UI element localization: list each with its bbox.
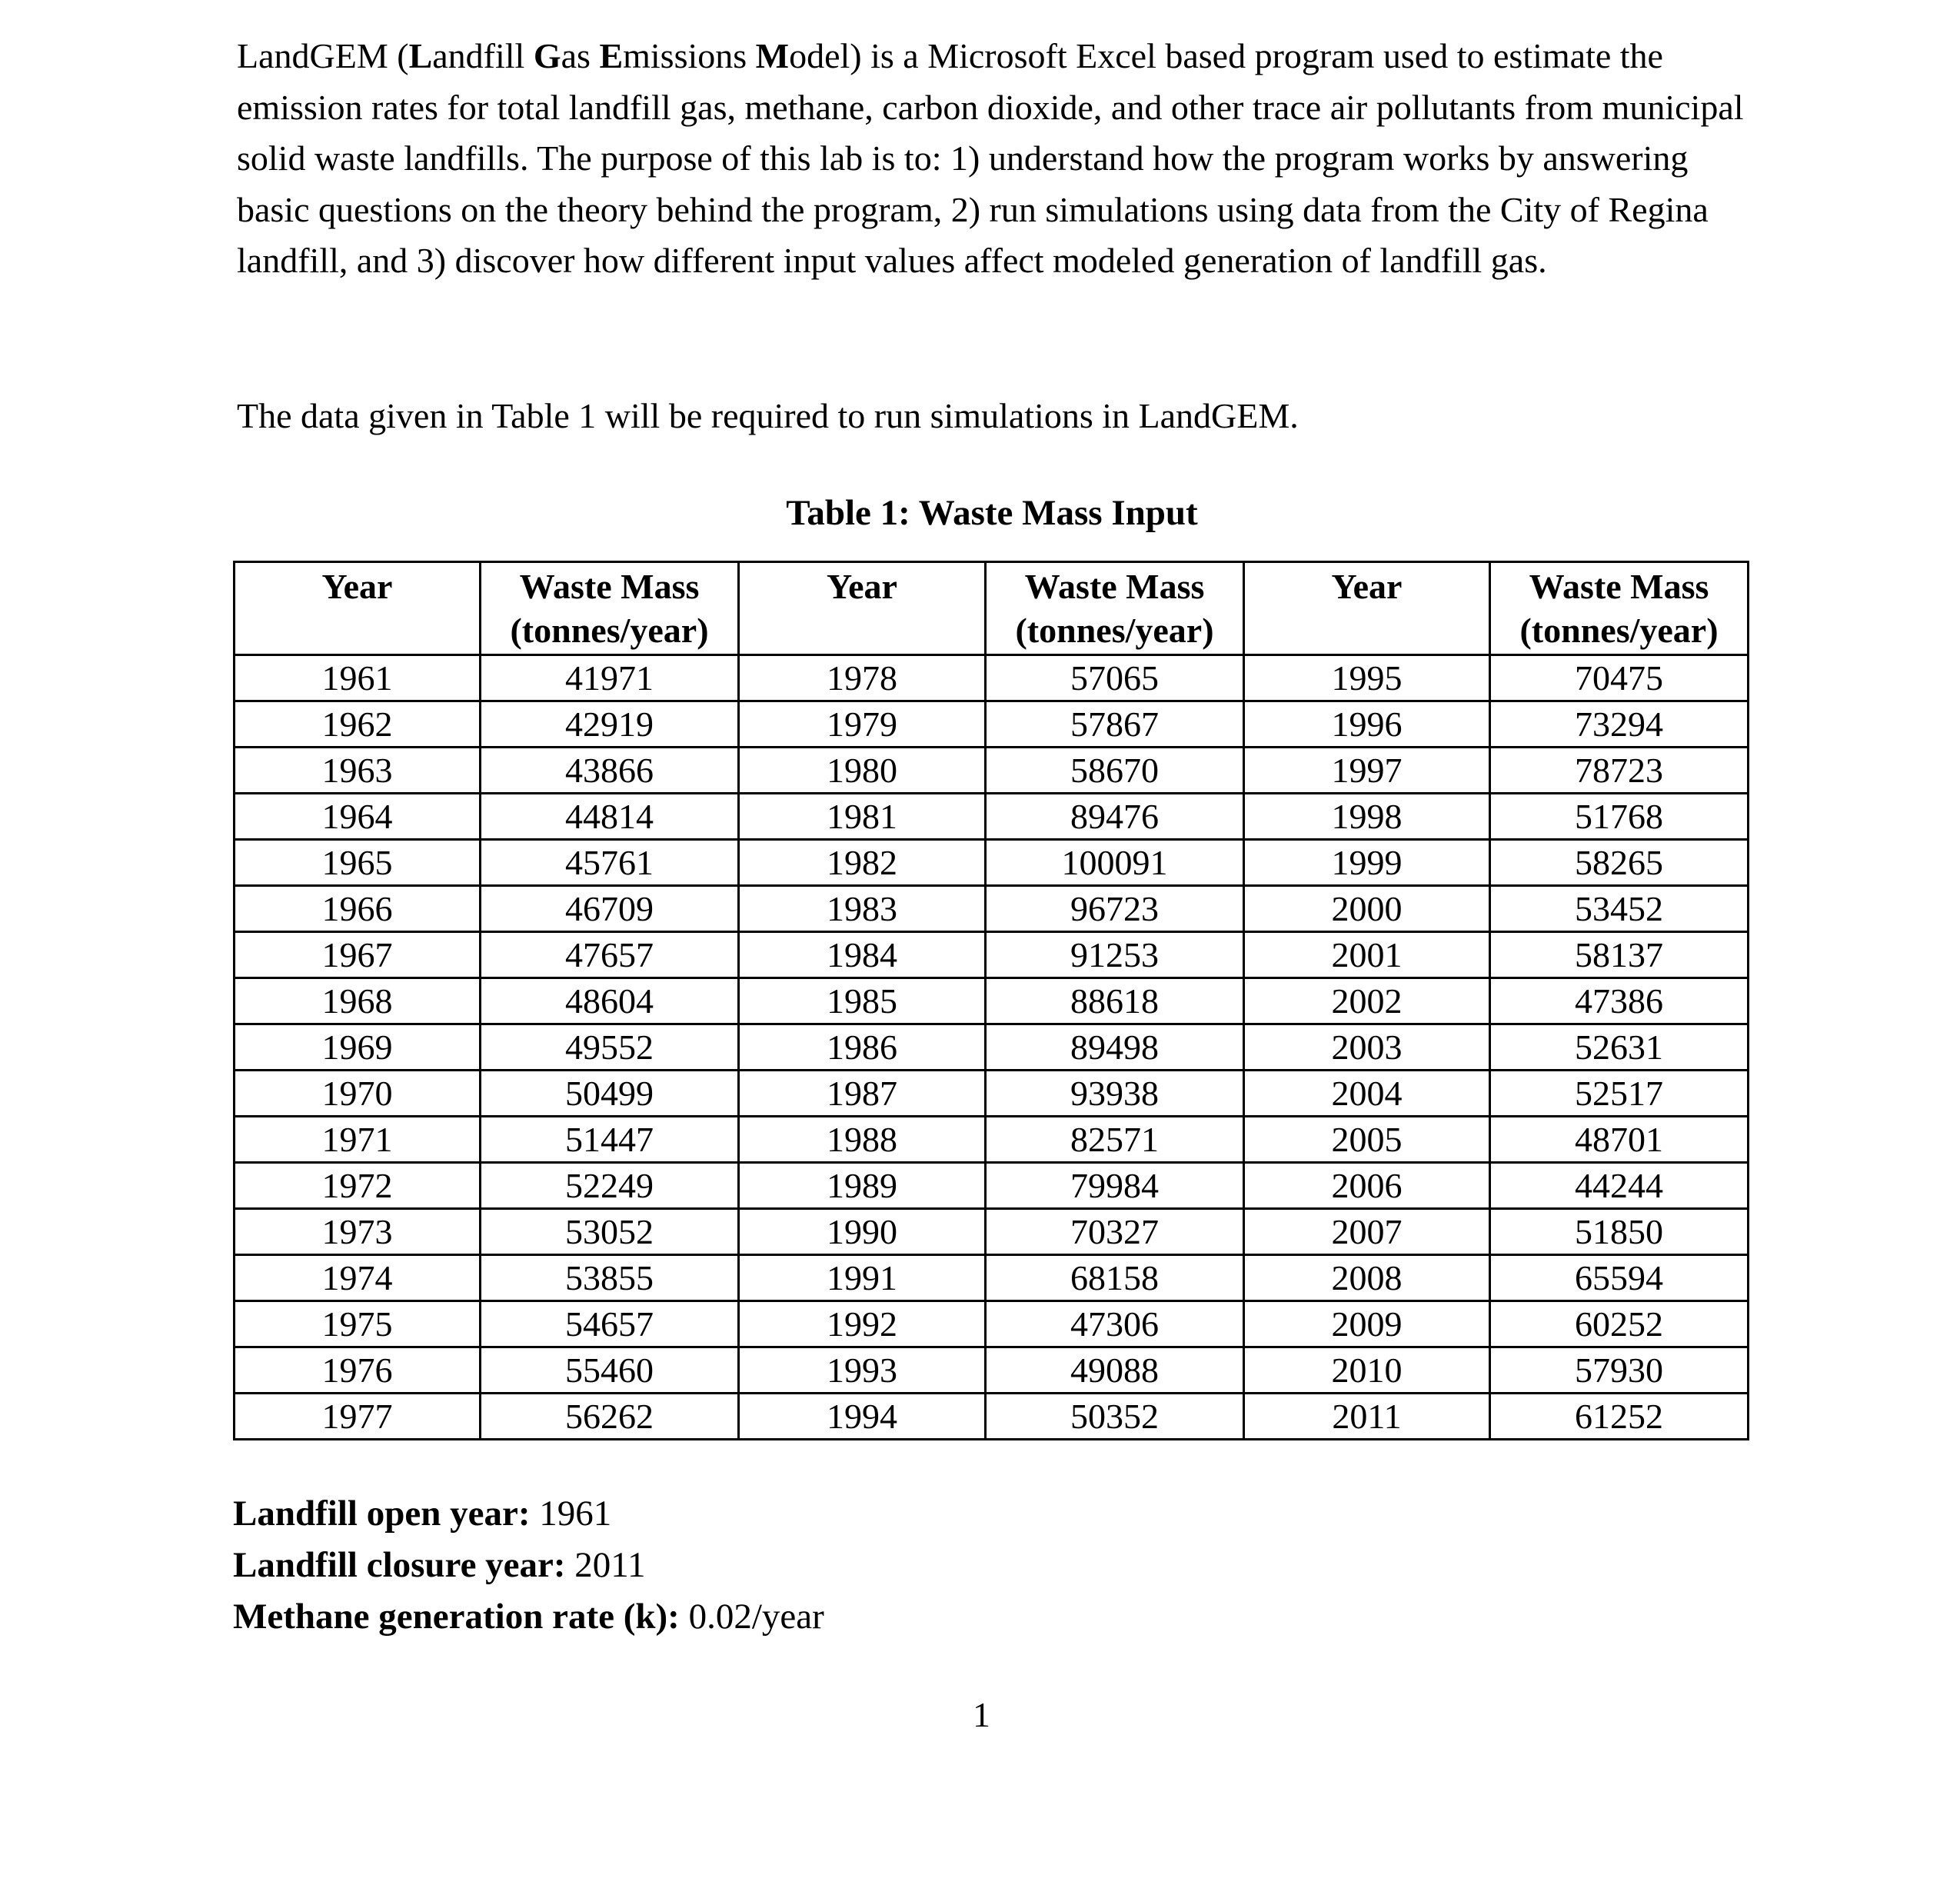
- acronym-letter: E: [599, 36, 624, 75]
- year-cell: 2008: [1244, 1255, 1490, 1301]
- intro-text: LandGEM (: [237, 36, 409, 75]
- waste-mass-cell: 47306: [986, 1301, 1244, 1347]
- year-cell: 2009: [1244, 1301, 1490, 1347]
- header-year: Year: [739, 562, 986, 655]
- table-caption: Table 1: Waste Mass Input: [786, 493, 1198, 533]
- year-cell: 1982: [739, 840, 986, 886]
- year-cell: 1969: [235, 1024, 481, 1071]
- year-cell: 1991: [739, 1255, 986, 1301]
- year-cell: 1978: [739, 655, 986, 701]
- waste-mass-cell: 52249: [481, 1163, 739, 1209]
- table-row: [235, 1024, 1749, 1071]
- table-row: [235, 655, 1749, 701]
- year-cell: 2005: [1244, 1117, 1490, 1163]
- waste-mass-cell: 57930: [1490, 1347, 1749, 1394]
- waste-mass-cell: 58265: [1490, 840, 1749, 886]
- acronym-letter: G: [533, 36, 561, 75]
- header-waste-mass: Waste Mass (tonnes/year): [1490, 562, 1749, 655]
- waste-mass-cell: 49088: [986, 1347, 1244, 1394]
- waste-mass-cell: 46709: [481, 886, 739, 932]
- waste-mass-cell: 58670: [986, 748, 1244, 794]
- waste-mass-cell: 51768: [1490, 794, 1749, 840]
- waste-mass-cell: 41971: [481, 655, 739, 701]
- waste-mass-cell: 70475: [1490, 655, 1749, 701]
- waste-mass-cell: 53855: [481, 1255, 739, 1301]
- year-cell: 1994: [739, 1394, 986, 1440]
- year-cell: 1999: [1244, 840, 1490, 886]
- landfill-parameters: [233, 1488, 824, 1643]
- waste-mass-cell: 47386: [1490, 978, 1749, 1024]
- year-cell: 1965: [235, 840, 481, 886]
- table-row: [235, 1163, 1749, 1209]
- closure-year-value: 2011: [565, 1545, 646, 1585]
- waste-mass-cell: 45761: [481, 840, 739, 886]
- year-cell: 2007: [1244, 1209, 1490, 1255]
- waste-mass-cell: 79984: [986, 1163, 1244, 1209]
- header-waste-mass: Waste Mass (tonnes/year): [481, 562, 739, 655]
- waste-mass-cell: 100091: [986, 840, 1244, 886]
- table-row: [235, 840, 1749, 886]
- year-cell: 1981: [739, 794, 986, 840]
- intro-paragraph: [237, 31, 1767, 287]
- table-row: [235, 1347, 1749, 1394]
- table-row: [235, 701, 1749, 748]
- waste-mass-cell: 57867: [986, 701, 1244, 748]
- year-cell: 1988: [739, 1117, 986, 1163]
- year-cell: 2004: [1244, 1071, 1490, 1117]
- closure-year-label: Landfill closure year:: [233, 1545, 566, 1585]
- waste-mass-cell: 43866: [481, 748, 739, 794]
- waste-mass-cell: 54657: [481, 1301, 739, 1347]
- table-row: [235, 886, 1749, 932]
- waste-mass-cell: 78723: [1490, 748, 1749, 794]
- year-cell: 1975: [235, 1301, 481, 1347]
- page-number: 1: [973, 1695, 990, 1734]
- waste-mass-cell: 51850: [1490, 1209, 1749, 1255]
- year-cell: 1983: [739, 886, 986, 932]
- waste-mass-cell: 60252: [1490, 1301, 1749, 1347]
- year-cell: 1990: [739, 1209, 986, 1255]
- waste-mass-cell: 89498: [986, 1024, 1244, 1071]
- year-cell: 1984: [739, 932, 986, 978]
- waste-mass-cell: 58137: [1490, 932, 1749, 978]
- waste-mass-cell: 50352: [986, 1394, 1244, 1440]
- year-cell: 2011: [1244, 1394, 1490, 1440]
- waste-mass-cell: 53452: [1490, 886, 1749, 932]
- intro-text: missions: [623, 36, 756, 75]
- waste-mass-cell: 82571: [986, 1117, 1244, 1163]
- waste-mass-cell: 52631: [1490, 1024, 1749, 1071]
- waste-mass-cell: 52517: [1490, 1071, 1749, 1117]
- header-year: Year: [235, 562, 481, 655]
- year-cell: 1998: [1244, 794, 1490, 840]
- intro-text: odel) is a Microsoft Excel based program used to estimate the emission rates for total landfill gas, methane, carbon dioxide, and other trace air pollutants from municipal solid waste landfills. The purpose of this lab is to: 1) understand how the program works by answering basic questions on the theory behind the program, 2) run simulations using data from the City of Regina landfill, and 3) discover how different input values affect modeled generation of landfill gas.: [237, 36, 1744, 280]
- open-year-line: [233, 1488, 824, 1540]
- year-cell: 1972: [235, 1163, 481, 1209]
- table-reference-paragraph: The data given in Table 1 will be required to run simulations in LandGEM.: [237, 396, 1299, 435]
- table-row: [235, 794, 1749, 840]
- header-year: Year: [1244, 562, 1490, 655]
- year-cell: 1974: [235, 1255, 481, 1301]
- year-cell: 1961: [235, 655, 481, 701]
- table-row: [235, 1209, 1749, 1255]
- year-cell: 2006: [1244, 1163, 1490, 1209]
- waste-mass-cell: 44244: [1490, 1163, 1749, 1209]
- year-cell: 1996: [1244, 701, 1490, 748]
- waste-mass-cell: 88618: [986, 978, 1244, 1024]
- table-row: [235, 1394, 1749, 1440]
- table-row: [235, 1255, 1749, 1301]
- year-cell: 1980: [739, 748, 986, 794]
- table-row: [235, 978, 1749, 1024]
- year-cell: 1973: [235, 1209, 481, 1255]
- table-row: [235, 1117, 1749, 1163]
- waste-mass-cell: 53052: [481, 1209, 739, 1255]
- table-row: [235, 1301, 1749, 1347]
- table-header-row: [235, 562, 1749, 655]
- waste-mass-cell: 57065: [986, 655, 1244, 701]
- waste-mass-cell: 51447: [481, 1117, 739, 1163]
- open-year-label: Landfill open year:: [233, 1494, 531, 1534]
- waste-mass-cell: 47657: [481, 932, 739, 978]
- acronym-letter: L: [408, 36, 433, 75]
- acronym-letter: M: [755, 36, 790, 75]
- waste-mass-cell: 55460: [481, 1347, 739, 1394]
- waste-mass-cell: 50499: [481, 1071, 739, 1117]
- year-cell: 1993: [739, 1347, 986, 1394]
- year-cell: 1962: [235, 701, 481, 748]
- waste-mass-cell: 73294: [1490, 701, 1749, 748]
- table-row: [235, 1071, 1749, 1117]
- year-cell: 1971: [235, 1117, 481, 1163]
- year-cell: 1966: [235, 886, 481, 932]
- year-cell: 2002: [1244, 978, 1490, 1024]
- methane-rate-value: 0.02/year: [679, 1597, 824, 1637]
- table-row: [235, 748, 1749, 794]
- waste-mass-cell: 48604: [481, 978, 739, 1024]
- closure-year-line: [233, 1540, 824, 1591]
- year-cell: 1970: [235, 1071, 481, 1117]
- year-cell: 2003: [1244, 1024, 1490, 1071]
- header-waste-mass: Waste Mass (tonnes/year): [986, 562, 1244, 655]
- waste-mass-cell: 42919: [481, 701, 739, 748]
- waste-mass-table: [233, 561, 1749, 1440]
- year-cell: 2001: [1244, 932, 1490, 978]
- waste-mass-cell: 48701: [1490, 1117, 1749, 1163]
- year-cell: 1985: [739, 978, 986, 1024]
- waste-mass-cell: 89476: [986, 794, 1244, 840]
- waste-mass-cell: 56262: [481, 1394, 739, 1440]
- intro-text: andfill: [432, 36, 534, 75]
- year-cell: 2010: [1244, 1347, 1490, 1394]
- waste-mass-cell: 93938: [986, 1071, 1244, 1117]
- methane-rate-label: Methane generation rate (k):: [233, 1597, 680, 1637]
- waste-mass-cell: 65594: [1490, 1255, 1749, 1301]
- waste-mass-cell: 91253: [986, 932, 1244, 978]
- year-cell: 2000: [1244, 886, 1490, 932]
- year-cell: 1995: [1244, 655, 1490, 701]
- waste-mass-cell: 61252: [1490, 1394, 1749, 1440]
- year-cell: 1987: [739, 1071, 986, 1117]
- year-cell: 1992: [739, 1301, 986, 1347]
- intro-text: as: [561, 36, 600, 75]
- waste-mass-cell: 44814: [481, 794, 739, 840]
- waste-mass-cell: 68158: [986, 1255, 1244, 1301]
- year-cell: 1963: [235, 748, 481, 794]
- year-cell: 1967: [235, 932, 481, 978]
- year-cell: 1989: [739, 1163, 986, 1209]
- year-cell: 1997: [1244, 748, 1490, 794]
- year-cell: 1979: [739, 701, 986, 748]
- waste-mass-cell: 96723: [986, 886, 1244, 932]
- open-year-value: 1961: [530, 1494, 612, 1534]
- year-cell: 1986: [739, 1024, 986, 1071]
- year-cell: 1977: [235, 1394, 481, 1440]
- waste-mass-cell: 49552: [481, 1024, 739, 1071]
- year-cell: 1964: [235, 794, 481, 840]
- methane-rate-line: [233, 1591, 824, 1643]
- year-cell: 1976: [235, 1347, 481, 1394]
- table-row: [235, 932, 1749, 978]
- year-cell: 1968: [235, 978, 481, 1024]
- waste-mass-cell: 70327: [986, 1209, 1244, 1255]
